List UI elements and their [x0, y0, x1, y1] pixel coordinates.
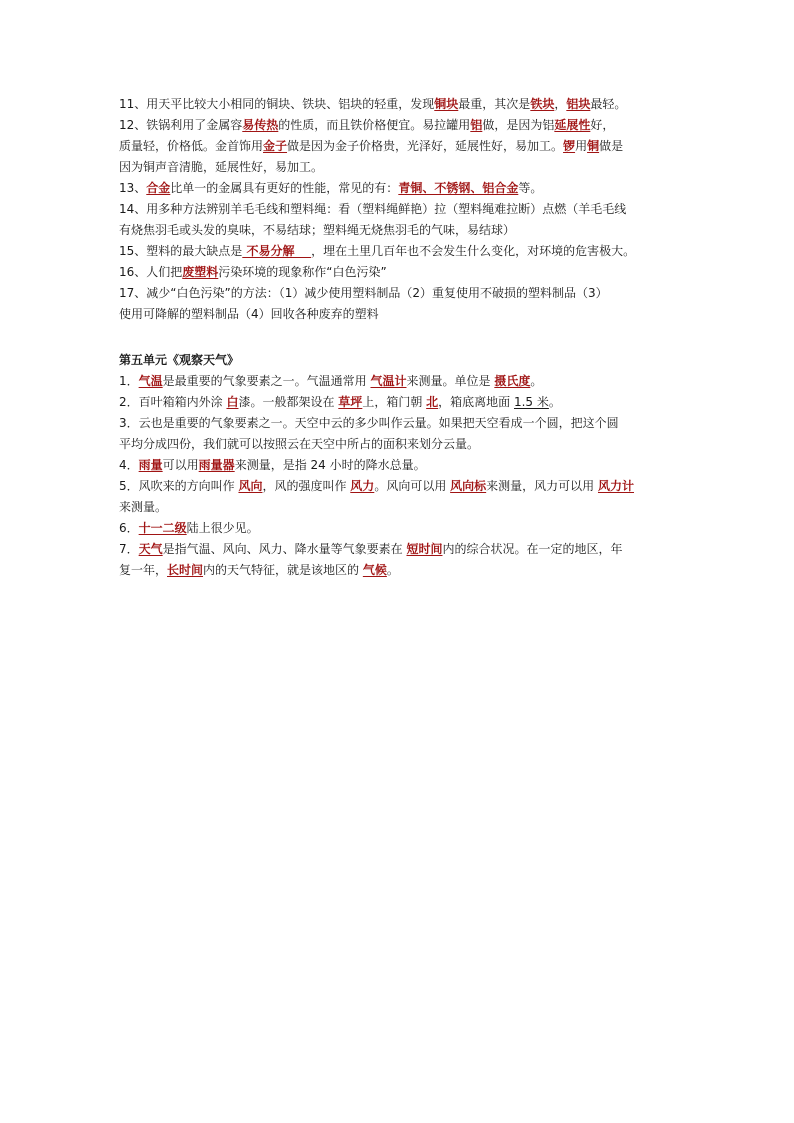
item-12-text: 做，是因为铝: [482, 118, 555, 132]
unit5-item-7-line-2: [119, 560, 689, 581]
answer-gold: 金子: [263, 139, 288, 153]
item-11: [119, 94, 689, 115]
unit5-item-1-text: 。: [530, 374, 543, 388]
answer-temperature: 气温: [138, 374, 163, 388]
answer-climate: 气候: [362, 563, 387, 577]
item-13-text: 13、: [119, 181, 147, 195]
unit5-item-1-text: 是最重要的气象要素之一。气温通常用: [162, 374, 371, 388]
answer-force-11-12: 十一二级: [138, 521, 187, 535]
unit5-item-4-text: 4．: [119, 458, 139, 472]
answer-alloy-examples: 青铜、不锈钢、铝合金: [398, 181, 519, 195]
item-15: [119, 241, 689, 262]
item-16: [119, 262, 689, 283]
item-12-line-2: [119, 136, 689, 157]
unit5-item-6-text: 6．: [119, 521, 139, 535]
unit5-item-4: [119, 455, 689, 476]
item-12-line-1: [119, 115, 689, 136]
answer-wind-vane: 风向标: [450, 479, 487, 493]
item-15-text: ，埋在土里几百年也不会发生什么变化，对环境的危害极大。: [311, 244, 636, 258]
unit5-item-5-text: 。风向可以用: [374, 479, 451, 493]
item-16-text: 16、人们把: [119, 265, 183, 279]
answer-heat-conduction: 易传热: [242, 118, 279, 132]
unit5-item-7-text: 是指气温、风向、风力、降水量等气象要素在: [162, 542, 407, 556]
unit5-item-2-text: 上，箱门朝: [362, 395, 427, 409]
unit5-item-2-text: 。: [548, 395, 561, 409]
item-11-text: 最重，其次是: [458, 97, 531, 111]
unit5-item-6-text: 陆上很少见。: [186, 521, 259, 535]
unit5-item-1-text: 来测量。单位是: [406, 374, 495, 388]
unit5-item-7-text: 内的综合状况。在一定的地区，年: [442, 542, 623, 556]
item-13: [119, 178, 689, 199]
item-13-text: 等。: [518, 181, 543, 195]
unit5-item-4-text: 来测量，是指 24 小时的降水总量。: [234, 458, 426, 472]
answer-thermometer: 气温计: [370, 374, 407, 388]
unit5-item-2: [119, 392, 689, 413]
answer-ductility: 延展性: [554, 118, 591, 132]
item-12-text: 做是: [599, 139, 624, 153]
unit5-item-2-text: 漆。一般都架设在: [238, 395, 339, 409]
document-page: [119, 94, 689, 581]
answer-anemometer: 风力计: [597, 479, 634, 493]
answer-wind-force: 风力: [350, 479, 375, 493]
answer-long-time: 长时间: [167, 563, 204, 577]
unit5-item-3-line-2: 平均分成四份，我们就可以按照云在天空中所占的面积来划分云量。: [119, 437, 480, 451]
answer-lawn: 草坪: [338, 395, 363, 409]
item-12-text: 用: [575, 139, 588, 153]
unit5-item-6: [119, 518, 689, 539]
unit5-item-7-text: 。: [386, 563, 399, 577]
item-17-line-1: 17、减少“白色污染”的方法：（1）减少使用塑料制品（2）重复使用不破损的塑料制品（3）: [119, 286, 608, 300]
unit5-item-1-text: 1．: [119, 374, 139, 388]
item-15-text: 15、塑料的最大缺点是: [119, 244, 243, 258]
item-14-line-1: 14、用多种方法辨别羊毛毛线和塑料绳：看（塑料绳鲜艳）拉（塑料绳难拉断）点燃（羊毛毛线: [119, 202, 627, 216]
unit5-item-5-text: 5．风吹来的方向叫作: [119, 479, 239, 493]
unit5-item-7-text: 内的天气特征，就是该地区的: [203, 563, 363, 577]
answer-white: 白: [226, 395, 239, 409]
answer-weather: 天气: [138, 542, 163, 556]
answer-height: 1.5 米: [513, 395, 549, 409]
item-13-text: 比单一的金属具有更好的性能，常见的有：: [170, 181, 399, 195]
answer-gong: 锣: [563, 139, 576, 153]
answer-rain-gauge: 雨量器: [198, 458, 235, 472]
answer-short-time: 短时间: [406, 542, 443, 556]
item-17-line-2: 使用可降解的塑料制品（4）回收各种废弃的塑料: [119, 307, 379, 321]
answer-north: 北: [426, 395, 439, 409]
unit5-item-5-line-2: 来测量。: [119, 500, 168, 514]
item-11-text: 11、用天平比较大小相同的铜块、铁块、铝块的轻重，发现: [119, 97, 435, 111]
answer-rainfall: 雨量: [138, 458, 163, 472]
answer-copper: 铜块: [434, 97, 459, 111]
item-11-text: 最轻。: [590, 97, 627, 111]
item-14-line-2: 有烧焦羽毛或头发的臭味，不易结球；塑料绳无烧焦羽毛的气味，易结球）: [119, 223, 516, 237]
item-11-text: ，: [554, 97, 567, 111]
answer-aluminum-can: 铝: [470, 118, 483, 132]
unit5-item-2-text: ，箱底离地面: [438, 395, 514, 409]
unit5-item-7-text: 7．: [119, 542, 139, 556]
item-12-text: 好，: [590, 118, 615, 132]
item-16-text: 污染环境的现象称作“白色污染”: [218, 265, 387, 279]
unit5-item-7-text: 复一年，: [119, 563, 168, 577]
answer-iron: 铁块: [530, 97, 555, 111]
answer-waste-plastic: 废塑料: [182, 265, 219, 279]
item-12-text: 12、铁锅利用了金属容: [119, 118, 243, 132]
answer-not-decomposable: 不易分解: [242, 244, 312, 258]
item-12-text: 质量轻，价格低。金首饰用: [119, 139, 264, 153]
unit-5-heading: 第五单元《观察天气》: [119, 353, 240, 367]
item-12-text: 做是因为金子价格贵，光泽好，延展性好，易加工。: [287, 139, 564, 153]
unit5-item-5-text: ，风的强度叫作: [262, 479, 351, 493]
unit5-item-1: [119, 371, 689, 392]
unit5-item-3-line-1: 3．云也是重要的气象要素之一。天空中云的多少叫作云量。如果把天空看成一个圆，把这个圆: [119, 416, 619, 430]
answer-celsius: 摄氏度: [494, 374, 531, 388]
answer-alloy: 合金: [146, 181, 171, 195]
answer-wind-direction: 风向: [238, 479, 263, 493]
unit5-item-7-line-1: [119, 539, 689, 560]
unit5-item-4-text: 可以用: [162, 458, 199, 472]
unit5-item-5-text: 来测量，风力可以用: [486, 479, 598, 493]
unit5-item-2-text: 2．百叶箱箱内外涂: [119, 395, 227, 409]
item-12-text: 因为铜声音清脆，延展性好，易加工。: [119, 160, 324, 174]
item-12-text: 的性质，而且铁价格便宜。易拉罐用: [278, 118, 471, 132]
item-12-line-3: [119, 157, 689, 178]
answer-aluminum: 铝块: [566, 97, 591, 111]
answer-copper-gong: 铜: [587, 139, 600, 153]
unit5-item-5-line-1: [119, 476, 689, 497]
